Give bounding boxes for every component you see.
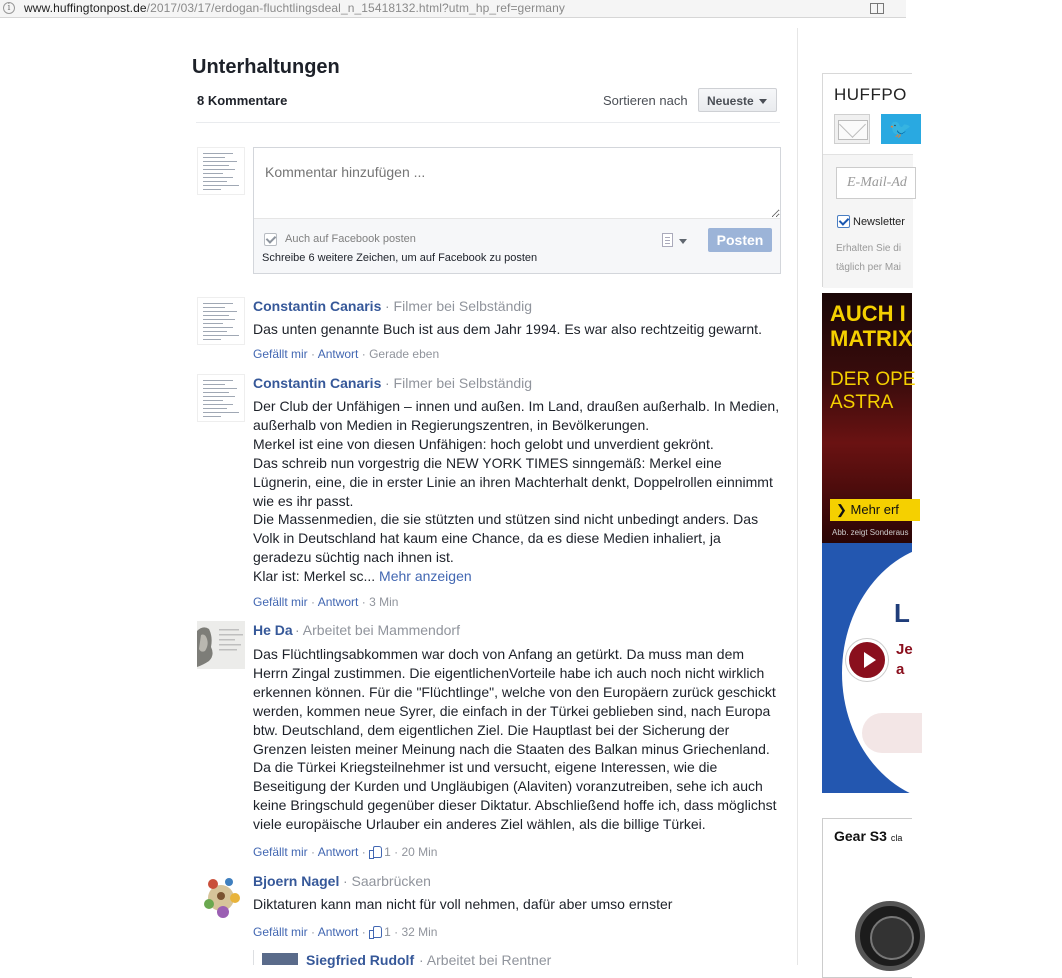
separator-dot: · (311, 595, 316, 609)
ad-line1: AUCH I (830, 301, 906, 326)
commenter-name[interactable]: Constantin Canaris (253, 375, 382, 391)
commenter-meta: · Arbeitet bei Mammendorf (295, 622, 460, 638)
comment-time[interactable]: · 20 Min (394, 845, 438, 859)
advertisement-video[interactable] (822, 543, 912, 793)
ad-text (896, 640, 913, 680)
commenter-name[interactable]: Bjoern Nagel (253, 873, 340, 889)
sort-dropdown[interactable] (698, 88, 777, 112)
comment-count: 8 Kommentare (197, 93, 288, 108)
url-path: /2017/03/17/erdogan-fluchtlingsdeal_n_15418132.html?utm_hp_ref=germany (146, 1, 565, 15)
comment-actions (253, 347, 439, 361)
reply-link[interactable]: Antwort (317, 595, 359, 609)
page-icon (662, 233, 673, 247)
ad-headline (830, 301, 913, 351)
avatar-illustration-icon (197, 872, 245, 920)
like-link[interactable]: Gefällt mir (253, 925, 308, 939)
reader-view-icon[interactable] (870, 3, 884, 14)
ad-line2: MATRIX (830, 326, 913, 351)
ad-teeth-image (862, 713, 922, 753)
facebook-post-hint: Schreibe 6 weitere Zeichen, um auf Facebook zu posten (262, 252, 538, 264)
thumbs-up-icon (369, 846, 381, 857)
separator-dot: · (361, 925, 366, 939)
column-divider (797, 28, 798, 965)
reply-link[interactable]: Antwort (317, 347, 359, 361)
like-link[interactable]: Gefällt mir (253, 347, 308, 361)
ad-cta-button[interactable] (830, 499, 920, 521)
commenter-name[interactable]: He Da (253, 622, 293, 638)
like-count[interactable]: 1 (384, 925, 391, 939)
advertisement-banner[interactable] (822, 293, 916, 543)
product-name: Gear S3 (834, 828, 887, 844)
avatar[interactable] (197, 872, 245, 920)
comment-time[interactable]: · Gerade eben (361, 347, 440, 361)
site-info-icon[interactable]: i (3, 2, 15, 14)
header-separator (196, 122, 780, 123)
facebook-post-checkbox[interactable] (264, 233, 277, 246)
commenter-meta: · Arbeitet bei Rentner (419, 952, 552, 968)
facebook-post-label: Auch auf Facebook posten (285, 233, 416, 245)
separator-dot: · (361, 845, 366, 859)
comments-title: Unterhaltungen (192, 56, 340, 78)
comment-text: Das unten genannte Buch ist aus dem Jahr 1994. Es war also rechtzeitig gewarnt. (253, 321, 762, 337)
comment-time[interactable]: · 32 Min (394, 925, 438, 939)
advertisement-product[interactable] (822, 818, 912, 978)
sort-label: Sortieren nach (603, 93, 688, 108)
product-title (834, 828, 902, 844)
ad-cta-label: Mehr erf (850, 502, 899, 517)
comment-input[interactable] (254, 148, 780, 218)
comment-text (253, 397, 793, 586)
chevron-down-icon (679, 239, 687, 244)
comment-time[interactable]: · 3 Min (361, 595, 399, 609)
commenter-name[interactable]: Siegfried Rudolf (306, 952, 415, 968)
avatar[interactable] (197, 374, 245, 422)
commenter-name[interactable]: Constantin Canaris (253, 298, 382, 314)
comment-composer (253, 147, 781, 274)
url-bar[interactable] (0, 0, 906, 18)
comment-text-content: Der Club der Unfähigen – innen und außen. Im Land, draußen außerhalb. In Medien, außerhalb von Medien in Regierungszentren, in Bevölkerungen. Merkel ist eine von diesen Unfähigen: hoch gelobt und unverdient gekrönt. Das schreib nun vorgestrig die NEW YORK TIMES sinngemäß: Merkel eine Lügnerin, eine, die in erster Linie an ihren Machterhalt denkt, Doppelrollen einnimmt wie es ihr passt. Die Massenmedien, die sie stützten und stützen sind nicht unbedingt anders. Das Volk in Deutschland hat kaum eine Chance, da es diese Medien inhaliert, ja geradezu süchtig nach ihnen ist. Klar ist: Merkel sc... (253, 398, 780, 585)
comment-text: Das Flüchtlingsabkommen war doch von Anfang an getürkt. Da muss man dem Herrn Zingal zustimmen. Die eigentlichenVorteile habe ich auch noch nicht wirklich erkennen können. Für die "Flüchtlinge", welche von den Europäern zurück geschickt werden, kommen neue Syrer, die einfach in der Türkei geblieben sind, nach Europa btw. Deutschland, dem eigentlichen Ziel. Die Hauptlast bei der Sicherung der Grenzen leisten meiner Meinung nach die Staaten des Balkan minus Griechenland. Da die Türkei Kriegsteilnehmer ist und versucht, eigene Interessen, wie die Beseitigung der Kurden und Ungläubigen (Alaviten) voranzutreiben, sehe ich auch keine Bringschuld gegenüber dieser Diktatur. Abschließend hoffe ich, dass möglichst viele europäische Urlauber ein anderes Ziel wählen, als die billige Türkei. (253, 646, 777, 833)
avatar[interactable] (262, 953, 298, 965)
newsletter-info-line2: täglich per Mai (836, 262, 902, 273)
like-count[interactable]: 1 (384, 845, 391, 859)
thumbs-up-icon (369, 926, 381, 937)
ad-line4: ASTRA (830, 392, 894, 413)
url-text[interactable] (24, 1, 565, 15)
email-input[interactable]: E-Mail-Ad (836, 167, 916, 199)
separator-dot: · (311, 347, 316, 361)
commenter-meta: · Filmer bei Selbständig (385, 298, 533, 314)
url-domain: www.huffingtonpost.de (24, 1, 147, 15)
comment-actions (253, 925, 437, 939)
comment-actions (253, 595, 398, 609)
newsletter-box (822, 73, 912, 287)
show-more-link[interactable]: Mehr anzeigen (379, 568, 472, 585)
avatar[interactable] (197, 621, 245, 669)
composer-footer (254, 218, 780, 273)
smartwatch-image (855, 901, 925, 971)
separator-dot: · (311, 845, 316, 859)
identity-selector[interactable] (662, 233, 690, 249)
brand-title: HUFFPO (834, 85, 907, 104)
mail-icon[interactable] (834, 114, 870, 144)
chevron-down-icon (759, 99, 767, 104)
play-icon[interactable] (846, 639, 888, 681)
separator-dot: · (311, 925, 316, 939)
ad-subline (830, 368, 916, 414)
chevron-right-icon: ❯ (836, 502, 851, 517)
avatar[interactable] (197, 297, 245, 345)
ad-text-line1: Je (896, 641, 913, 658)
like-link[interactable]: Gefällt mir (253, 845, 308, 859)
ad-line3: DER OPE (830, 369, 916, 390)
comment-actions (253, 845, 437, 859)
ad-text-line2: a (896, 661, 905, 678)
reply-link[interactable]: Antwort (317, 845, 359, 859)
commenter-meta: · Filmer bei Selbständig (385, 375, 533, 391)
product-suffix: cla (890, 833, 903, 843)
like-link[interactable]: Gefällt mir (253, 595, 308, 609)
comment-text: Diktaturen kann man nicht für voll nehmen, dafür aber umso ernster (253, 896, 673, 912)
post-button[interactable]: Posten (708, 228, 772, 252)
ad-fineprint: Abb. zeigt Sonderaus (832, 528, 909, 537)
own-avatar (197, 147, 245, 195)
newsletter-label: Newsletter (853, 216, 905, 228)
newsletter-checkbox[interactable] (837, 215, 850, 228)
reply-thread-line (253, 950, 254, 965)
avatar-portrait-icon (197, 621, 245, 669)
ad-letter: L (894, 598, 910, 628)
commenter-meta: · Saarbrücken (343, 873, 431, 889)
sort-value: Neueste (707, 94, 754, 108)
reply-link[interactable]: Antwort (317, 925, 359, 939)
newsletter-info-line1: Erhalten Sie di (836, 243, 902, 254)
twitter-icon[interactable]: 🐦 (881, 114, 921, 144)
